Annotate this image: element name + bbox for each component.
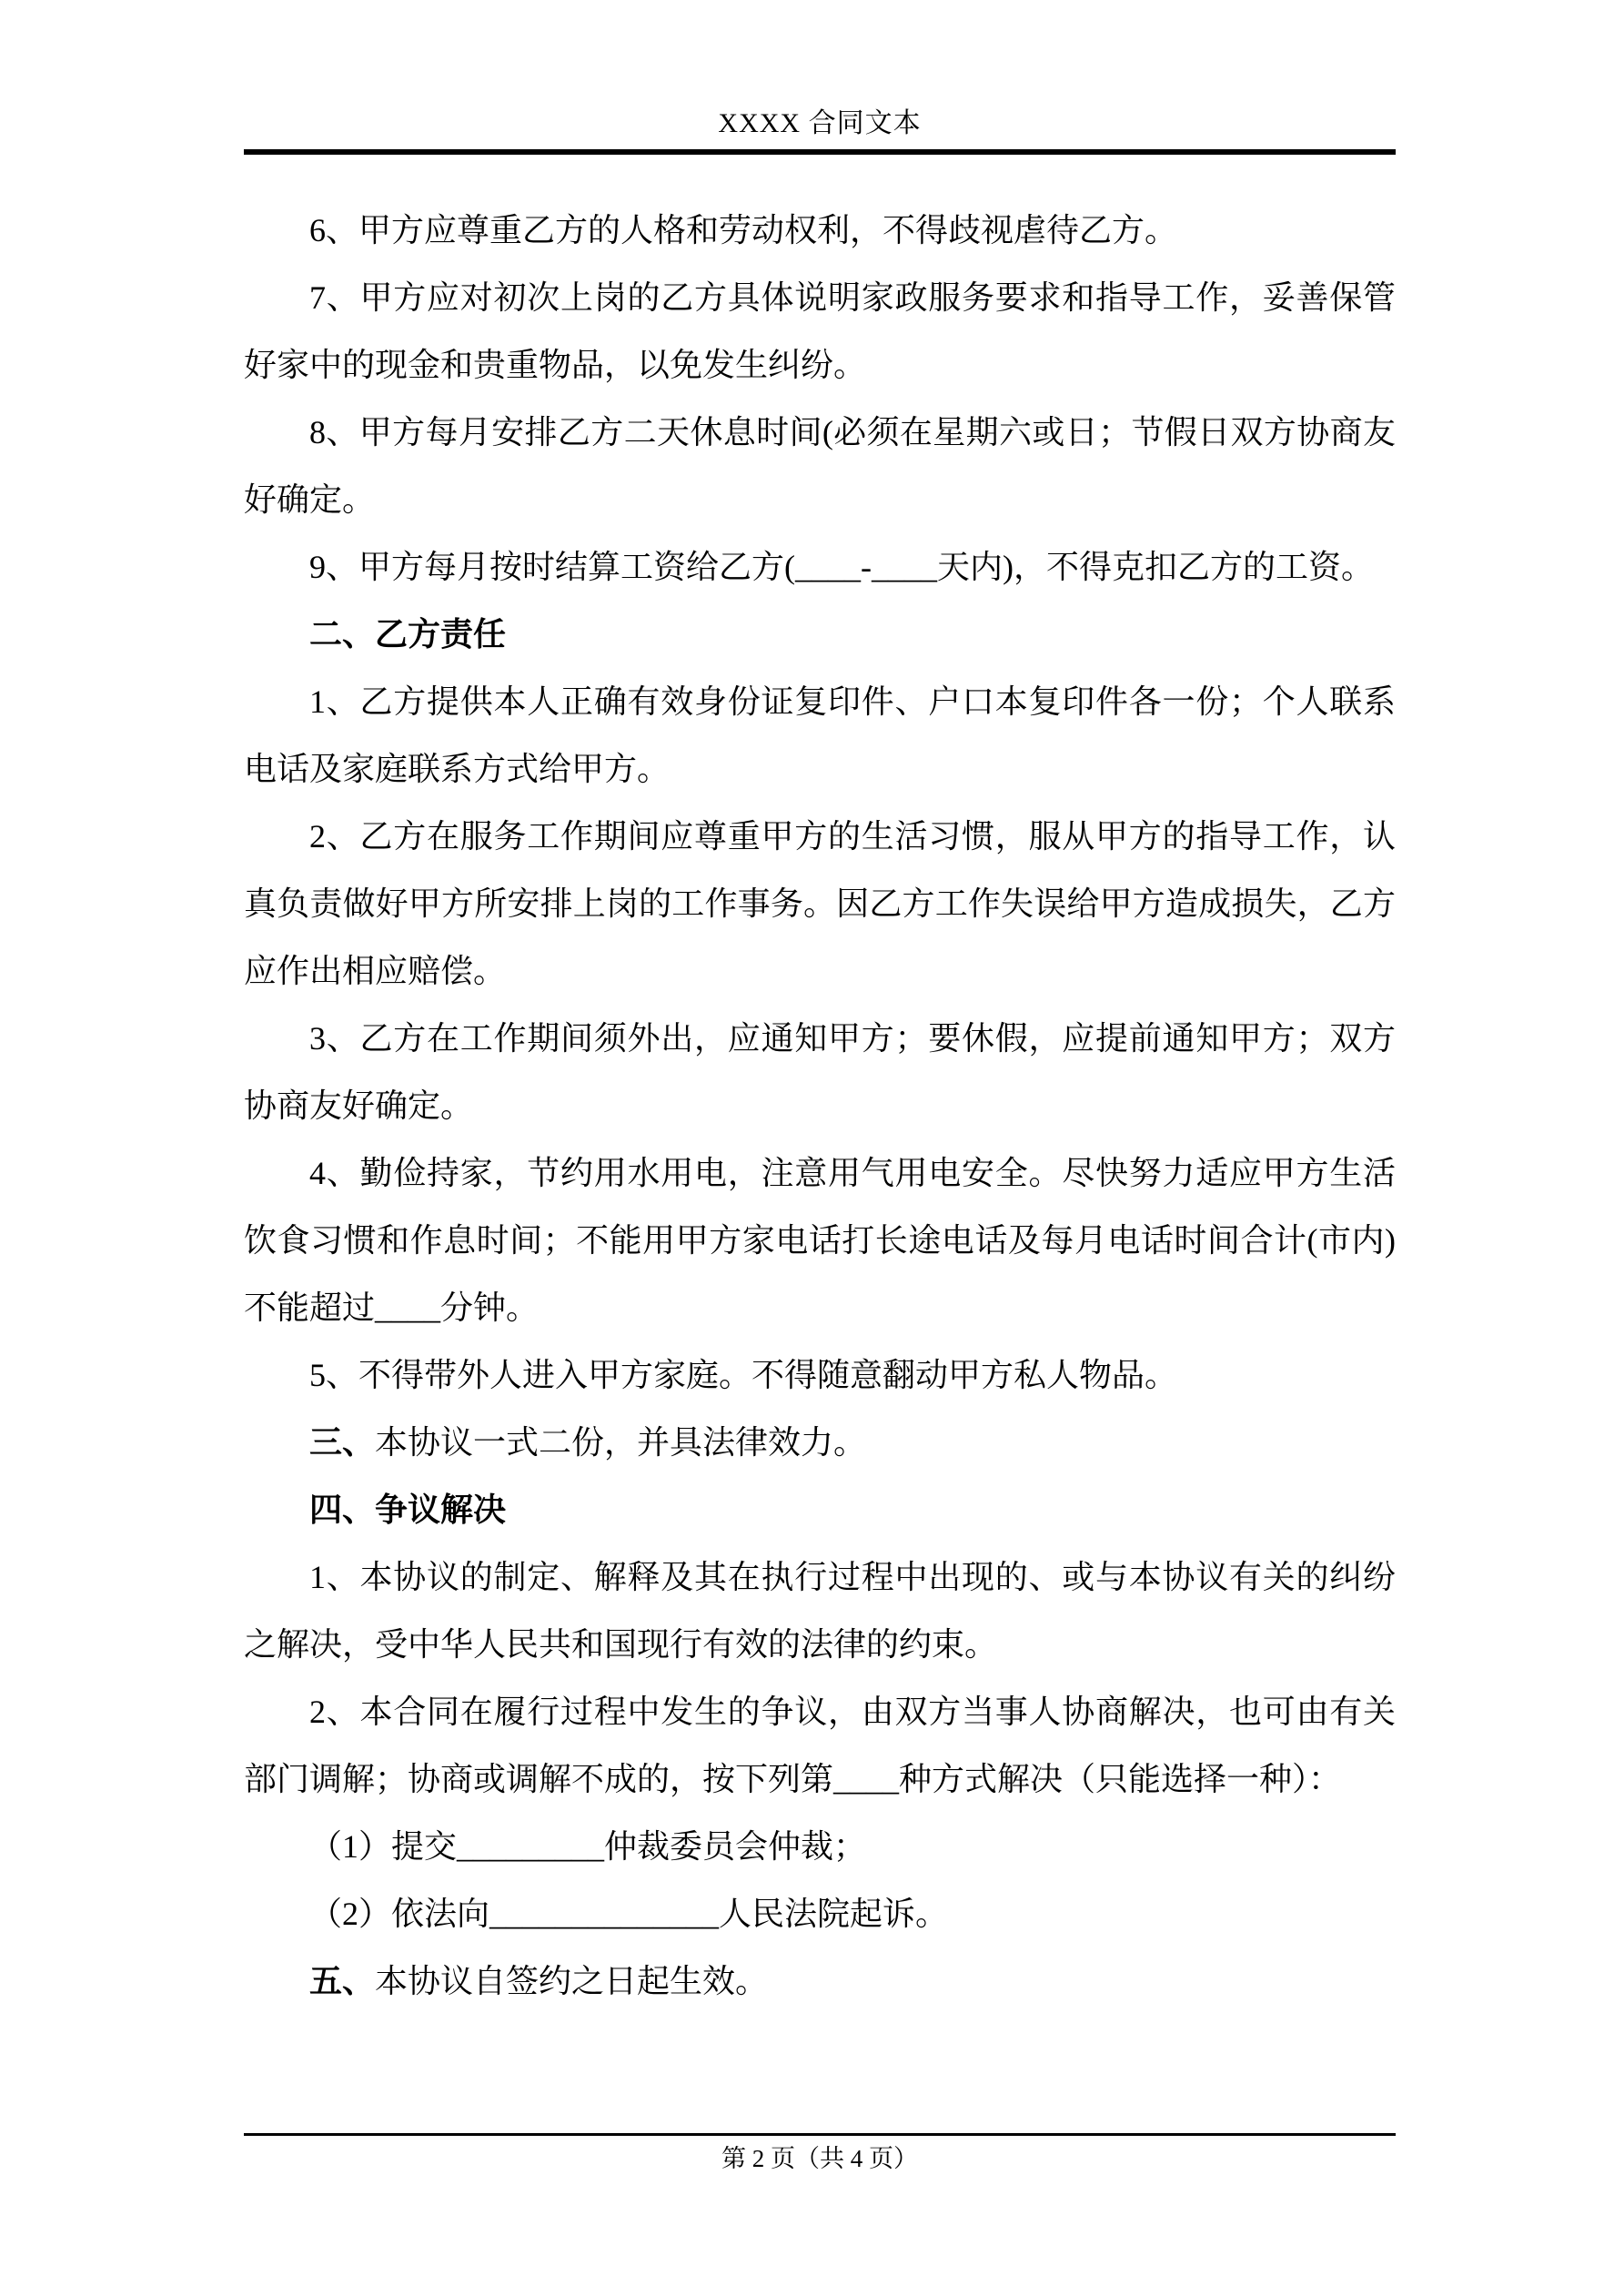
clause-party-b-5: 5、不得带外人进入甲方家庭。不得随意翻动甲方私人物品。 (309, 1357, 1178, 1393)
clause-dispute-2: 2、本合同在履行过程中发生的争议，由双方当事人协商解决，也可由有关部门调解；协商或调解不成的，按下列第____种方式解决（只能选择一种）： (244, 1694, 1396, 1797)
page-number: 第 2 页（共 4 页） (721, 2145, 918, 2172)
section-4-heading: 四、争议解决 (309, 1491, 507, 1528)
clause-party-a-8: 8、甲方每月安排乙方二天休息时间(必须在星期六或日；节假日双方协商友好确定。 (244, 414, 1396, 518)
clause-party-a-6: 6、甲方应尊重乙方的人格和劳动权利，不得歧视虐待乙方。 (309, 212, 1178, 248)
section-3-clause-number: 三、 (309, 1423, 376, 1461)
clause-party-a-7: 7、甲方应对初次上岗的乙方具体说明家政服务要求和指导工作，妥善保管好家中的现金和贵重物品，以免发生纠纷。 (244, 279, 1396, 383)
page-footer (244, 2133, 1396, 2174)
dispute-option-1: （1）提交_________仲裁委员会仲裁； (309, 1828, 867, 1865)
section-2-heading: 二、乙方责任 (309, 615, 507, 652)
clause-party-b-2: 2、乙方在服务工作期间应尊重甲方的生活习惯，服从甲方的指导工作，认真负责做好甲方所安排上岗的工作事务。因乙方工作失误给甲方造成损失，乙方应作出相应赔偿。 (244, 818, 1396, 989)
document-body (244, 197, 1396, 2015)
clause-party-b-3: 3、乙方在工作期间须外出，应通知甲方；要休假，应提前通知甲方；双方协商友好确定。 (244, 1020, 1396, 1124)
clause-party-b-4: 4、勤俭持家，节约用水用电，注意用气用电安全。尽快努力适应甲方生活饮食习惯和作息时间；不能用甲方家电话打长途电话及每月电话时间合计(市内)不能超过____分钟。 (244, 1155, 1396, 1326)
clause-party-a-9: 9、甲方每月按时结算工资给乙方(____-____天内)，不得克扣乙方的工资。 (309, 549, 1374, 585)
section-5-clause-number: 五、 (309, 1962, 376, 1999)
clause-dispute-1: 1、本协议的制定、解释及其在执行过程中出现的、或与本协议有关的纠纷之解决，受中华人民共和国现行有效的法律的约束。 (244, 1559, 1396, 1663)
page-header (244, 0, 1396, 155)
document-title: XXXX 合同文本 (718, 108, 922, 138)
footer-rule (244, 2133, 1396, 2136)
section-3-clause: 三、本协议一式二份，并具法律效力。 (309, 1423, 867, 1461)
section-5-clause: 五、本协议自签约之日起生效。 (309, 1962, 769, 1999)
clause-party-b-1: 1、乙方提供本人正确有效身份证复印件、户口本复印件各一份；个人联系电话及家庭联系方式给甲方。 (244, 683, 1396, 787)
dispute-option-2: （2）依法向______________人民法院起诉。 (309, 1896, 949, 1932)
header-rule (244, 149, 1396, 155)
